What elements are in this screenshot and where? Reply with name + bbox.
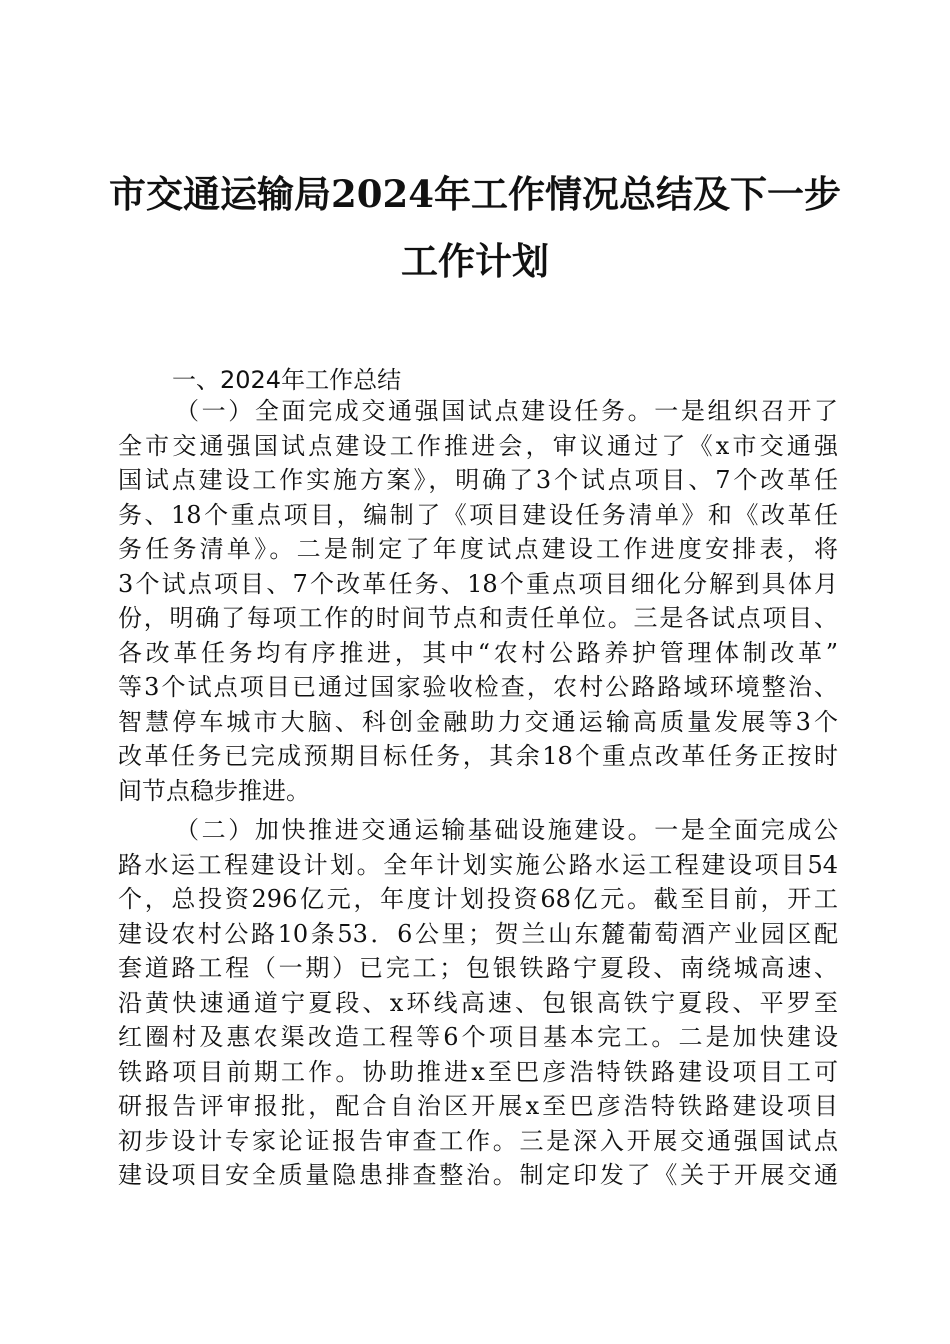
- document-title-line-2: 工作计划: [401, 239, 549, 283]
- paragraph-line: 3个试点项目、7个改革任务、18个重点项目细化分解到具体月: [118, 569, 838, 598]
- paragraph-line: （二）加快推进交通运输基础设施建设。一是全面完成公: [175, 816, 838, 844]
- paragraph-line: 国试点建设工作实施方案》，明确了3个试点项目、7个改革任: [118, 466, 838, 494]
- paragraph-line: 务、18个重点项目，编制了《项目建设任务清单》和《改革任: [118, 500, 838, 529]
- paragraph-1: [118, 394, 838, 808]
- paragraph-line: 智慧停车城市大脑、科创金融助力交通运输高质量发展等3个: [118, 707, 838, 736]
- paragraph-line: 初步设计专家论证报告审查工作。三是深入开展交通强国试点: [118, 1126, 838, 1155]
- paragraph-line: 份，明确了每项工作的时间节点和责任单位。三是各试点项目、: [118, 604, 838, 632]
- paragraph-line: 务任务清单》。二是制定了年度试点建设工作进度安排表，将: [118, 535, 838, 563]
- paragraph-line: 间节点稳步推进。: [118, 776, 310, 805]
- paragraph-line: 个，总投资296亿元，年度计划投资68亿元。截至目前，开工: [118, 885, 838, 913]
- paragraph-line: 研报告评审报批，配合自治区开展x至巴彦浩特铁路建设项目: [118, 1092, 838, 1120]
- paragraph-line: 路水运工程建设计划。全年计划实施公路水运工程建设项目54: [118, 850, 838, 879]
- section-heading: 一、2024年工作总结: [172, 366, 402, 394]
- paragraph-line: 铁路项目前期工作。协助推进x至巴彦浩特铁路建设项目工可: [118, 1057, 838, 1086]
- paragraph-line: 改革任务已完成预期目标任务，其余18个重点改革任务正按时: [118, 742, 838, 770]
- paragraph-line: 等3个试点项目已通过国家验收检查，农村公路路域环境整治、: [118, 673, 838, 701]
- paragraph-line: 红圈村及惠农渠改造工程等6个项目基本完工。二是加快建设: [118, 1023, 838, 1051]
- paragraph-line: 套道路工程（一期）已完工；包银铁路宁夏段、南绕城高速、: [118, 954, 838, 982]
- paragraph-line: 建设项目安全质量隐患排查整治。制定印发了《关于开展交通: [118, 1161, 838, 1189]
- paragraph-line: 建设农村公路10条53．6公里；贺兰山东麓葡萄酒产业园区配: [118, 919, 838, 948]
- paragraph-line: （一）全面完成交通强国试点建设任务。一是组织召开了: [175, 397, 838, 425]
- paragraph-line: 全市交通强国试点建设工作推进会，审议通过了《x市交通强: [118, 431, 838, 460]
- paragraph-line: 沿黄快速通道宁夏段、x环线高速、包银高铁宁夏段、平罗至: [118, 988, 838, 1017]
- paragraph-2: [118, 813, 838, 1193]
- document-title-line-1: 市交通运输局2024年工作情况总结及下一步: [109, 172, 841, 216]
- paragraph-line: 各改革任务均有序推进，其中“农村公路养护管理体制改革”: [118, 638, 838, 667]
